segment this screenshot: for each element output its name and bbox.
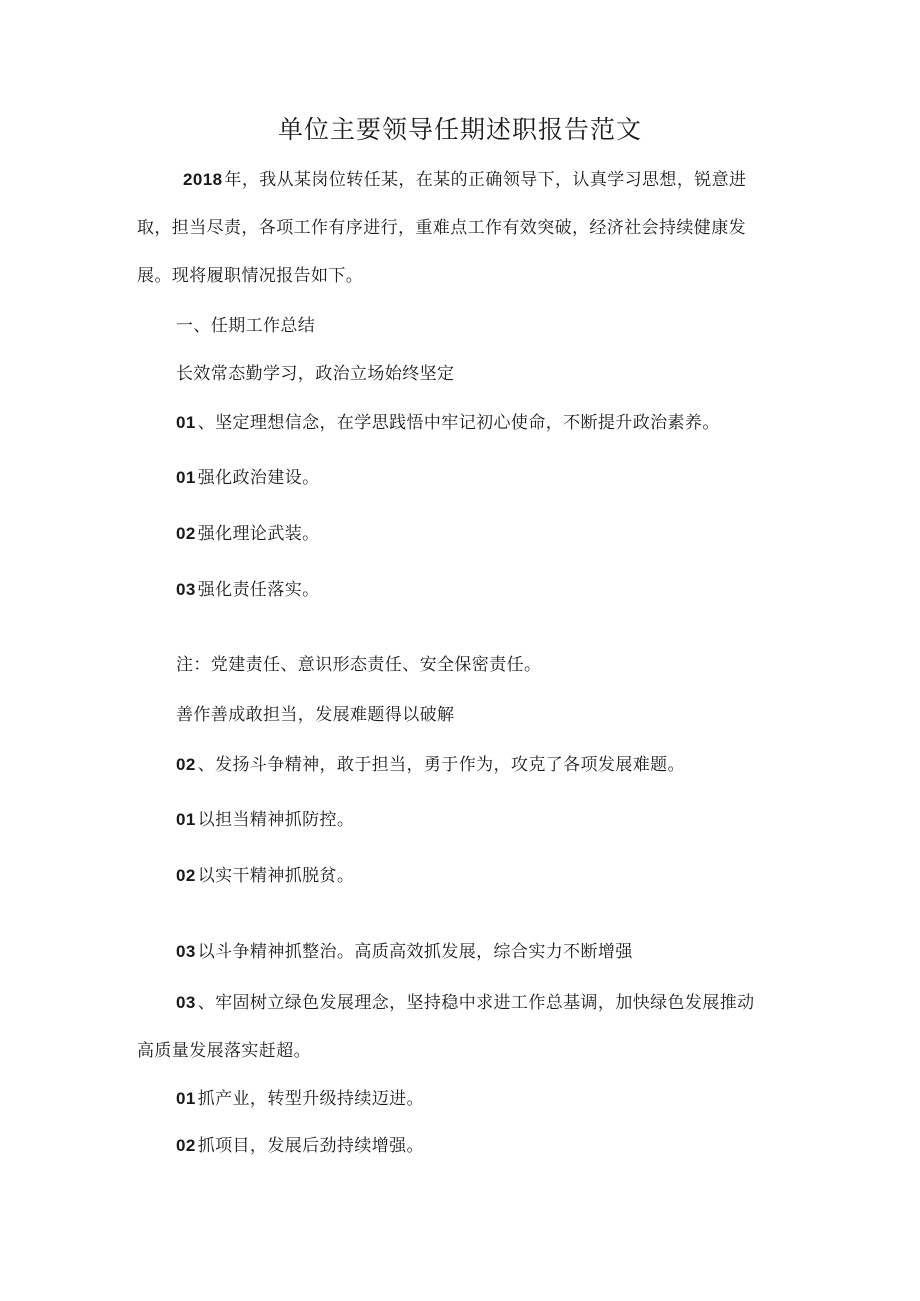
item-01-3-number: 03 [176, 580, 196, 599]
item-01-1-number: 01 [176, 468, 196, 487]
item-03-2 [176, 1134, 424, 1158]
item-01-2 [176, 522, 320, 546]
item-01-3-text: 强化责任落实。 [197, 580, 320, 600]
item-02-number: 02 [176, 755, 196, 774]
item-01-2-number: 02 [176, 524, 196, 543]
item-01-1 [176, 466, 320, 490]
section-1-heading: 一、任期工作总结 [176, 316, 316, 336]
sub-heading-1: 长效常态勤学习，政治立场始终坚定 [176, 364, 455, 384]
intro-year: 2018 [183, 170, 223, 189]
intro-line-3: 展。现将履职情况报告如下。 [137, 266, 364, 286]
item-01-number: 01 [176, 413, 196, 432]
intro-line-2: 取，担当尽责，各项工作有序进行，重难点工作有效突破，经济社会持续健康发 [137, 218, 746, 238]
item-01-2-text: 强化理论武装。 [197, 524, 320, 544]
intro-text-1: 年，我从某岗位转任某，在某的正确领导下，认真学习思想，锐意进 [224, 170, 747, 190]
item-02-text: 、发扬斗争精神，敢于担当，勇于作为，攻克了各项发展难题。 [197, 755, 685, 775]
item-03-1 [176, 1087, 424, 1111]
item-02-2-text: 以实干精神抓脱贫。 [197, 866, 355, 886]
item-03 [176, 991, 755, 1015]
item-01 [176, 411, 720, 435]
item-02-3 [176, 940, 633, 964]
item-03-2-text: 抓项目，发展后劲持续增强。 [197, 1136, 424, 1156]
document-title: 单位主要领导任期述职报告范文 [277, 115, 642, 144]
item-02-1 [176, 808, 354, 832]
item-02-3-text: 以斗争精神抓整治。高质高效抓发展，综合实力不断增强 [197, 942, 633, 962]
item-02-2-number: 02 [176, 866, 196, 885]
sub-heading-2: 善作善成敢担当，发展难题得以破解 [176, 705, 455, 725]
item-03-2-number: 02 [176, 1136, 196, 1155]
note: 注：党建责任、意识形态责任、安全保密责任。 [176, 655, 542, 675]
item-02-1-text: 以担当精神抓防控。 [197, 810, 355, 830]
item-03-text-1: 、牢固树立绿色发展理念，坚持稳中求进工作总基调，加快绿色发展推动 [197, 993, 755, 1013]
item-01-3 [176, 578, 320, 602]
item-01-1-text: 强化政治建设。 [197, 468, 320, 488]
item-01-text: 、坚定理想信念，在学思践悟中牢记初心使命，不断提升政治素养。 [197, 413, 720, 433]
item-02-3-number: 03 [176, 942, 196, 961]
item-03-1-text: 抓产业，转型升级持续迈进。 [197, 1089, 424, 1109]
item-03-text-2: 高质量发展落实赶超。 [137, 1041, 311, 1061]
item-02-2 [176, 864, 354, 888]
item-03-number: 03 [176, 993, 196, 1012]
item-02-1-number: 01 [176, 810, 196, 829]
item-03-1-number: 01 [176, 1089, 196, 1108]
item-02 [176, 753, 685, 777]
intro-line-1 [183, 168, 746, 192]
